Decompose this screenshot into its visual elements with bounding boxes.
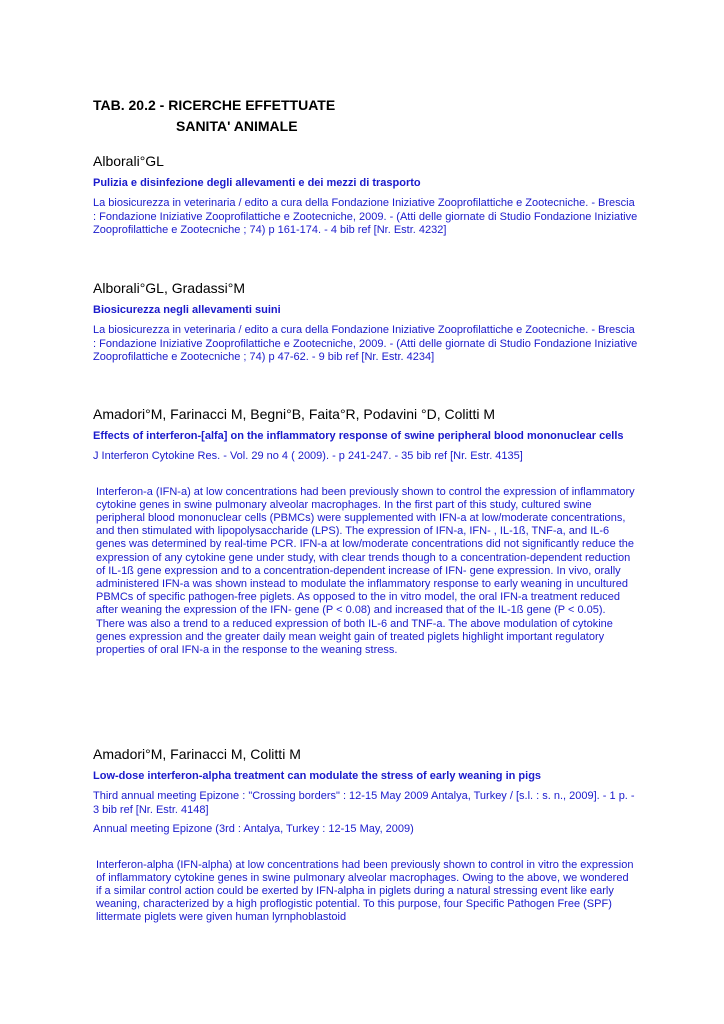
- entry-citation: J Interferon Cytokine Res. - Vol. 29 no 4 ( 2009). - p 241-247. - 35 bib ref [Nr. Estr. 4135]: [93, 450, 523, 462]
- header-line-2: SANITA' ANIMALE: [176, 118, 298, 134]
- entry-authors: Alborali°GL: [93, 153, 164, 169]
- entry-title: Biosicurezza negli allevamenti suini: [93, 304, 281, 316]
- entry-abstract: Interferon-a (IFN-a) at low concentrations had been previously shown to control the expression of inflammatory cytokine genes in swine pulmonary alveolar macrophages. In the first part of this study, cultured swine peripheral blood mononuclear cells (PBMCs) were supplemented with IFN-a at low/moderate concentrations, and then stimulated with lipopolysaccharide (LPS). The expression of IFN-a, IFN- , IL-1ß, TNF-a, and IL-6 genes was determined by real-time PCR. IFN-a at low/moderate concentrations did not significantly reduce the expression of any cytokine gene under study, with clear trends though to a concentration-dependent reduction of IL-1ß gene expression and to a concentration-dependent increase of IFN- gene expression. In vivo, orally administered IFN-a was shown instead to modulate the inflammatory response to early weaning in uncultured PBMCs of specific pathogen-free piglets. As opposed to the in vitro model, the oral IFN-a treatment reduced after weaning the expression of the IFN- gene (P < 0.08) and increased that of the IL-1ß gene (P < 0.05). There was also a trend to a reduced expression of both IL-6 and TNF-a. The above modulation of cytokine genes expression and the greater daily mean weight gain of treated piglets highlight important regulatory properties of oral IFN-a in the response to the weaning stress.: [96, 485, 635, 656]
- entry-4: [93, 745, 638, 925]
- entry-authors: Amadori°M, Farinacci M, Begni°B, Faita°R, Podavini °D, Colitti M: [93, 406, 496, 422]
- entry-title: Effects of interferon-[alfa] on the inflammatory response of swine peripheral blood mononuclear cells: [93, 430, 624, 442]
- entry-3: [93, 405, 638, 657]
- header-line-1: TAB. 20.2 - RICERCHE EFFETTUATE: [93, 97, 336, 113]
- table-header: [93, 95, 335, 137]
- entry-authors: Amadori°M, Farinacci M, Colitti M: [93, 746, 301, 762]
- entry-citation: La biosicurezza in veterinaria / edito a cura della Fondazione Iniziative Zooprofilattiche e Zootecniche. - Brescia : Fondazione Iniziative Zooprofilattiche e Zootecniche, 2009. - (Atti delle giornate di Studio Fondazione Iniziative Zooprofilattiche e Zootecniche ; 74) p 161-174. - 4 bib ref [Nr. Estr. 4232]: [93, 197, 638, 236]
- entry-abstract: Interferon-alpha (IFN-alpha) at low concentrations had been previously shown to control in vitro the expression of inflammatory cytokine genes in swine pulmonary alveolar macrophages. Owing to the above, we wondered if a similar control action could be exerted by IFN-alpha in piglets during a natural stressing event like early weaning, characterized by a high proflogistic potential. To this purpose, four Specific Pathogen Free (SPF) littermate piglets were given human lyrnphoblastoid: [96, 858, 634, 924]
- entry-title: Pulizia e disinfezione degli allevamenti e dei mezzi di trasporto: [93, 177, 421, 189]
- entry-1: [93, 152, 638, 238]
- entry-authors: Alborali°GL, Gradassi°M: [93, 280, 246, 296]
- entry-citation: Third annual meeting Epizone : "Crossing borders" : 12-15 May 2009 Antalya, Turkey / [s.l. : s. n., 2009]. - 1 p. - 3 bib ref [Nr. Estr. 4148]: [93, 790, 635, 816]
- entry-citation-secondary: Annual meeting Epizone (3rd : Antalya, Turkey : 12-15 May, 2009): [93, 823, 414, 835]
- entry-2: [93, 279, 638, 365]
- entry-title: Low-dose interferon-alpha treatment can modulate the stress of early weaning in pigs: [93, 770, 542, 782]
- entry-citation: La biosicurezza in veterinaria / edito a cura della Fondazione Iniziative Zooprofilattiche e Zootecniche. - Brescia : Fondazione Iniziative Zooprofilattiche e Zootecniche, 2009. - (Atti delle giornate di Studio Fondazione Iniziative Zooprofilattiche e Zootecniche ; 74) p 47-62. - 9 bib ref [Nr. Estr. 4234]: [93, 324, 638, 363]
